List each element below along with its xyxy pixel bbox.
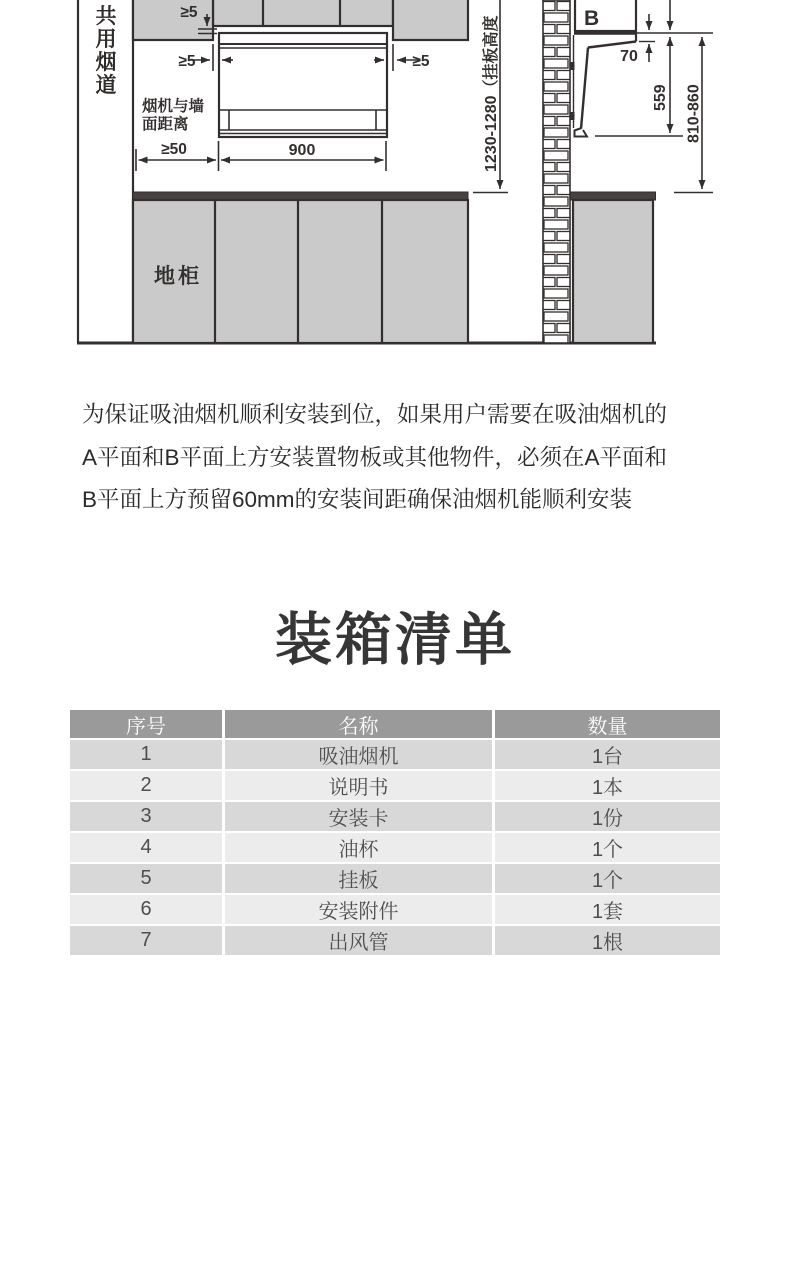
note-line: A平面和B平面上方安装置物板或其他物件，必须在A平面和 bbox=[82, 444, 668, 470]
row-4-qty: 1个 bbox=[495, 833, 720, 862]
countertop-left bbox=[133, 192, 468, 200]
hood-front bbox=[219, 33, 387, 137]
packing-list-title: 装箱清单 bbox=[275, 608, 515, 672]
wall-distance-label-1: 烟机与墙 bbox=[142, 98, 205, 115]
dim-mount-height-label: 810-860 bbox=[685, 84, 703, 143]
plane-b-label: B bbox=[584, 7, 603, 30]
row-5-no: 5 bbox=[70, 864, 222, 893]
column-header-no: 序号 bbox=[70, 710, 222, 738]
dim-hood-width-label: 900 bbox=[288, 142, 316, 159]
base-cabinet-right bbox=[573, 200, 653, 343]
dim-body-height-label: 559 bbox=[652, 84, 669, 111]
wall-distance-label-2: 面距离 bbox=[142, 116, 189, 133]
dim-right-gap-label: ≥5 bbox=[412, 53, 430, 70]
row-4-no: 4 bbox=[70, 833, 222, 862]
row-2-qty: 1本 bbox=[495, 771, 720, 800]
installation-diagram-svg bbox=[70, 0, 720, 350]
base-cabinet-label: 地柜 bbox=[154, 265, 202, 288]
row-3-qty: 1份 bbox=[495, 802, 720, 831]
hood-side-profile bbox=[570, 34, 655, 137]
column-header-qty: 数量 bbox=[495, 710, 720, 738]
brick-wall bbox=[543, 0, 570, 343]
row-3-no: 3 bbox=[70, 802, 222, 831]
note-line: 为保证吸油烟机顺利安装到位，如果用户需要在吸油烟机的 bbox=[82, 402, 668, 427]
column-header-name: 名称 bbox=[225, 710, 492, 738]
row-7-no: 7 bbox=[70, 926, 222, 955]
dim-wall-clearance-label: ≥50 bbox=[161, 141, 187, 158]
dim-left-gap-label: ≥5 bbox=[178, 53, 196, 70]
row-7-qty: 1根 bbox=[495, 926, 720, 955]
installation-note bbox=[82, 394, 727, 522]
row-1-no: 1 bbox=[70, 740, 222, 769]
dim-top-offset-label: 70 bbox=[620, 48, 638, 65]
row-2-name: 说明书 bbox=[225, 771, 492, 800]
row-2-no: 2 bbox=[70, 771, 222, 800]
installation-diagram bbox=[70, 0, 720, 350]
countertop-right bbox=[571, 192, 656, 200]
packing-list-table bbox=[70, 710, 720, 955]
row-5-name: 挂板 bbox=[225, 864, 492, 893]
row-6-qty: 1套 bbox=[495, 895, 720, 924]
dim-hang-height-label: 1230-1280（挂板高度 bbox=[483, 15, 500, 172]
row-6-no: 6 bbox=[70, 895, 222, 924]
row-3-name: 安装卡 bbox=[225, 802, 492, 831]
row-6-name: 安装附件 bbox=[225, 895, 492, 924]
upper-cabinet-right bbox=[393, 0, 468, 40]
row-7-name: 出风管 bbox=[225, 926, 492, 955]
dim-top-gap-label: ≥5 bbox=[180, 4, 198, 21]
row-1-name: 吸油烟机 bbox=[225, 740, 492, 769]
dim-body-height bbox=[595, 37, 683, 136]
shared-flue-label: 共用烟道 bbox=[95, 5, 117, 97]
row-5-qty: 1个 bbox=[495, 864, 720, 893]
row-4-name: 油杯 bbox=[225, 833, 492, 862]
row-1-qty: 1台 bbox=[495, 740, 720, 769]
note-line: B平面上方预留60mm的安装间距确保油烟机能顺利安装 bbox=[82, 487, 633, 512]
